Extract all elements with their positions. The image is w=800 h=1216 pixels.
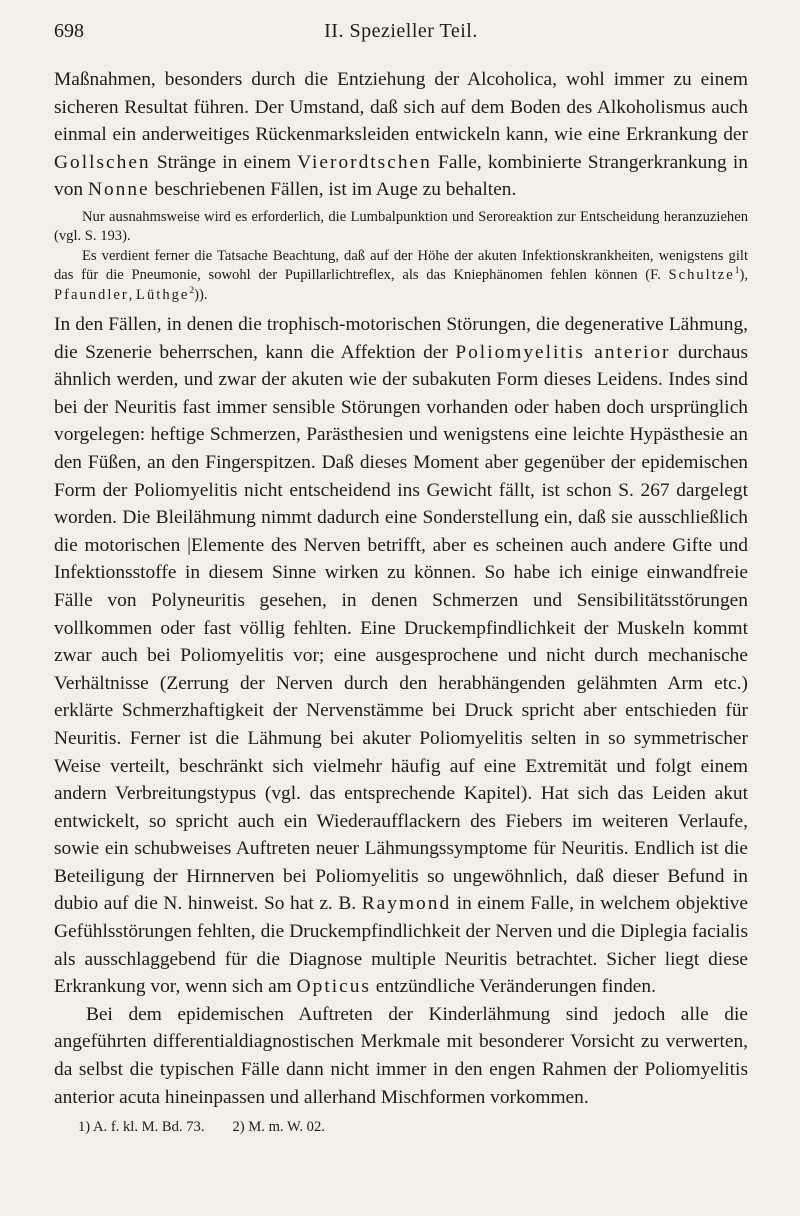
text-run: Maßnahmen, besonders durch die Entziehung der Alcoholica, wohl immer zu einem sicheren Resultat führen. Der Umstand, daß sich auf dem Boden des Alkoholismus auch einmal ein anderweitiges Rückenmarksleiden entwickeln kann, wie eine Erkrankung der bbox=[54, 69, 748, 146]
page-header bbox=[54, 20, 748, 54]
body-text bbox=[54, 66, 748, 1111]
running-title: II. Spezieller Teil. bbox=[324, 20, 478, 42]
text-run: Raymond bbox=[361, 893, 452, 915]
text-run: entzündliche Veränderungen finden. bbox=[370, 976, 656, 998]
footnote: 1) A. f. kl. M. Bd. 73. bbox=[78, 1119, 205, 1136]
text-run: in einem Falle, in welchem objektive Gefühlsstörungen fehlten, die Druckempfindlichkeit der Nerven und die Diplegia facialis als ausschlaggebend für die Diagnose multiple Neuritis betrachtet. Sicher liegt diese Erkrankung vor, wenn sich am bbox=[54, 893, 748, 998]
text-run: ), bbox=[739, 267, 748, 284]
text-run: Opticus bbox=[296, 976, 371, 998]
text-run: Schultze bbox=[668, 267, 735, 284]
text-run: Bei dem epidemischen Auftreten der Kinderlähmung sind jedoch alle die angeführten differentialdiagnostischen Merkmale mit besonderer Vorsicht zu verwerten, da selbst die typischen Fälle dann nicht immer in den engen Rahmen der Poliomyelitis anterior acuta hineinpassen und allerhand Mischformen vorkommen. bbox=[54, 1003, 748, 1108]
footnote-ref: 1 bbox=[734, 266, 740, 277]
text-run: Es verdient ferner die Tatsache Beachtung, daß auf der Höhe der akuten Infektionskrankheiten, wenigstens gilt das für die Pneumonie, sowohl der Pupillarlichtreflex, als das Kniephänomen fehlen können (F. bbox=[54, 247, 748, 284]
paragraph bbox=[54, 311, 748, 1001]
paragraph bbox=[54, 247, 748, 305]
text-run: Vierordtschen bbox=[297, 151, 432, 173]
text-run: Stränge in einem bbox=[150, 151, 298, 173]
paragraph bbox=[54, 1001, 748, 1111]
text-run: , bbox=[128, 286, 137, 303]
footnotes bbox=[54, 1117, 748, 1137]
text-run: Nur ausnahmsweise wird es erforderlich, die Lumbalpunktion und Seroreaktion zur Entscheidung heranzuziehen (vgl. S. 193). bbox=[54, 208, 748, 245]
paragraph bbox=[54, 208, 748, 247]
text-run: durchaus ähnlich werden, und zwar der akuten wie der subakuten Form dieses Leidens. Indes sind bei der Neuritis fast immer sensible Störungen vorhanden oder haben doch ursprünglich vorgelegen: heftige Schmerzen, Parästhesien und wenigstens eine leichte Hypästhesie an den Füßen, an den Fingerspitzen. Daß dieses Moment aber gegenüber der epidemischen Form der Poliomyelitis nicht entscheidend ins Gewicht fällt, ist schon S. 267 dargelegt worden. Die Bleilähmung nimmt dadurch eine Sonderstellung ein, daß sie ausschließlich die motorischen |Elemente des Nerven betrifft, aber es scheinen auch andere Gifte und Infektionsstoffe in diesem Sinne wirken zu können. So habe ich einige einwandfreie Fälle von Polyneuritis gesehen, in denen Schmerzen und Sensibilitätsstörungen vollkommen oder fast völlig fehlten. Eine Druckempfindlichkeit der Muskeln kommt zwar auch bei Poliomyelitis vor; eine ausgesprochene und nicht durch mechanische Verhältnisse (Zerrung der Nerven durch den herabhängenden gelähmten Arm etc.) erklärte Schmerzhaftigkeit der Nervenstämme bei Druck spricht aber entschieden für Neuritis. Ferner ist die Lähmung bei akuter Poliomyelitis selten in so symmetrischer Weise verteilt, beschränkt sich vielmehr häufig auf eine Extremität und folgt einem andern Verbreitungstypus (vgl. das entsprechende Kapitel). Hat sich das Leiden akut entwickelt, so spricht auch ein Wiederaufflackern des Fiebers im weiteren Verlaufe, sowie ein schubweises Auftreten neuer Lähmungssymptome für Neuritis. Endlich ist die Beteiligung der Hirnnerven bei Poliomyelitis so ungewöhnlich, daß dieser Befund in dubio auf die N. hinweist. So hat z. B. bbox=[54, 341, 748, 915]
text-run: Lüthge bbox=[136, 286, 190, 303]
text-run: Nonne bbox=[87, 179, 150, 201]
book-page bbox=[0, 20, 800, 1216]
page-number: 698 bbox=[54, 20, 84, 42]
text-run: In den Fällen, in denen die trophisch-motorischen Störungen, die degenerative Lähmung, die Szenerie beherrschen, kann die Affektion der bbox=[54, 314, 748, 363]
footnote: 2) M. m. W. 02. bbox=[232, 1119, 325, 1136]
paragraph bbox=[54, 66, 748, 204]
text-run: Pfaundler bbox=[54, 286, 129, 303]
text-run: beschriebenen Fällen, ist im Auge zu behalten. bbox=[149, 179, 517, 201]
text-run: )). bbox=[194, 286, 208, 303]
text-run: Falle, kombinierte Strangerkrankung in von bbox=[54, 151, 748, 201]
text-run: Gollschen bbox=[54, 151, 151, 173]
footnote-ref: 2 bbox=[189, 285, 195, 296]
text-run: Poliomyelitis anterior bbox=[455, 341, 671, 363]
